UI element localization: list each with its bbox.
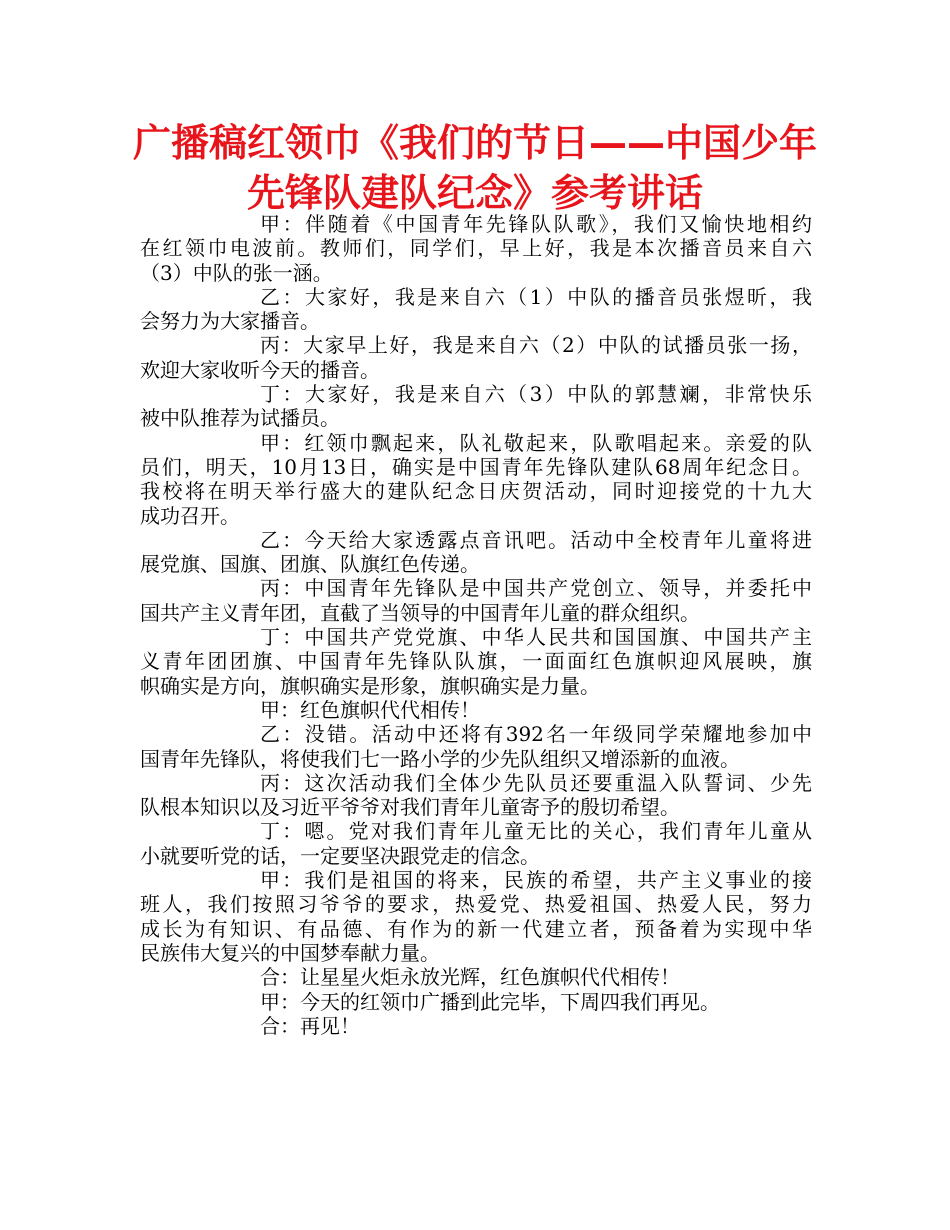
paragraph [140, 965, 812, 989]
paragraph-line: 丁：中国共产党党旗、中华人民共和国国旗、中国共产主 [260, 625, 812, 650]
paragraph-line: 合：让星星火炬永放光辉，红色旗帜代代相传！ [260, 965, 680, 990]
paragraph-line: 民族伟大复兴的中国梦奉献力量。 [140, 940, 440, 965]
paragraph-line: 我校将在明天举行盛大的建队纪念日庆贺活动，同时迎接党的十九大 [140, 479, 812, 504]
paragraph-line: 丁：大家好，我是来自六（3）中队的郭慧斓，非常快乐 [260, 382, 812, 407]
document-title [100, 118, 850, 218]
document-body [140, 212, 812, 1038]
paragraph [140, 771, 812, 820]
paragraph-line: （3）中队的张一涵。 [140, 260, 333, 285]
paragraph [140, 990, 812, 1014]
paragraph [140, 625, 812, 698]
paragraph [140, 576, 812, 625]
paragraph-line: 甲：今天的红领巾广播到此完毕，下周四我们再见。 [260, 989, 720, 1014]
paragraph-line: 队根本知识以及习近平爷爷对我们青年儿童寄予的殷切希望。 [140, 795, 680, 820]
paragraph-line: 员们，明天，10月13日，确实是中国青年先锋队建队68周年纪念日。 [140, 454, 812, 479]
paragraph-line: 乙：大家好，我是来自六（1）中队的播音员张煜昕，我 [260, 284, 812, 309]
paragraph [140, 819, 812, 868]
paragraph-line: 乙：没错。活动中还将有392名一年级同学荣耀地参加中 [260, 722, 812, 747]
paragraph [140, 528, 812, 577]
paragraph-line: 欢迎大家收听今天的播音。 [140, 357, 380, 382]
paragraph-line: 班人，我们按照习爷爷的要求，热爱党、热爱祖国、热爱人民，努力 [140, 892, 812, 917]
paragraph [140, 333, 812, 382]
paragraph-line: 展党旗、国旗、团旗、队旗红色传递。 [140, 552, 480, 577]
paragraph [140, 698, 812, 722]
paragraph-line: 甲：红色旗帜代代相传！ [260, 697, 480, 722]
paragraph-line: 乙：今天给大家透露点音讯吧。活动中全校青年儿童将进 [260, 527, 812, 552]
paragraph-line: 国青年先锋队，将使我们七一路小学的少先队组织又增添新的血液。 [140, 746, 740, 771]
paragraph-line: 丙：这次活动我们全体少先队员还要重温入队誓词、少先 [260, 770, 812, 795]
paragraph-line: 成功召开。 [140, 503, 240, 528]
paragraph-line: 帜确实是方向，旗帜确实是形象，旗帜确实是力量。 [140, 673, 600, 698]
paragraph-line: 义青年团团旗、中国青年先锋队队旗，一面面红色旗帜迎风展映，旗 [140, 649, 812, 674]
paragraph-line: 丙：中国青年先锋队是中国共产党创立、领导，并委托中 [260, 576, 812, 601]
paragraph-line: 国共产主义青年团，直截了当领导的中国青年儿童的群众组织。 [140, 600, 700, 625]
paragraph-line: 成长为有知识、有品德、有作为的新一代建立者，预备着为实现中华 [140, 916, 812, 941]
paragraph [140, 382, 812, 431]
paragraph [140, 722, 812, 771]
paragraph-line: 甲：我们是祖国的将来，民族的希望，共产主义事业的接 [260, 868, 812, 893]
paragraph-line: 丙：大家早上好，我是来自六（2）中队的试播员张一扬， [260, 333, 812, 358]
paragraph [140, 285, 812, 334]
paragraph-line: 会努力为大家播音。 [140, 309, 320, 334]
paragraph-line: 小就要听党的话，一定要坚决跟党走的信念。 [140, 843, 540, 868]
paragraph [140, 431, 812, 528]
title-line: 广播稿红领巾《我们的节日——中国少年 [132, 121, 817, 165]
paragraph-line: 丁：嗯。党对我们青年儿童无比的关心，我们青年儿童从 [260, 819, 812, 844]
paragraph-line: 甲：红领巾飘起来，队礼敬起来，队歌唱起来。亲爱的队 [260, 430, 812, 455]
paragraph-line: 合：再见！ [260, 1013, 360, 1038]
title-line: 先锋队建队纪念》参考讲话 [246, 171, 703, 215]
paragraph-line: 在红领巾电波前。教师们，同学们，早上好，我是本次播音员来自六 [140, 236, 812, 261]
paragraph-line: 被中队推荐为试播员。 [140, 406, 340, 431]
paragraph [140, 212, 812, 285]
paragraph-line: 甲：伴随着《中国青年先锋队队歌》，我们又愉快地相约 [260, 212, 812, 236]
paragraph [140, 868, 812, 965]
paragraph [140, 1014, 812, 1038]
